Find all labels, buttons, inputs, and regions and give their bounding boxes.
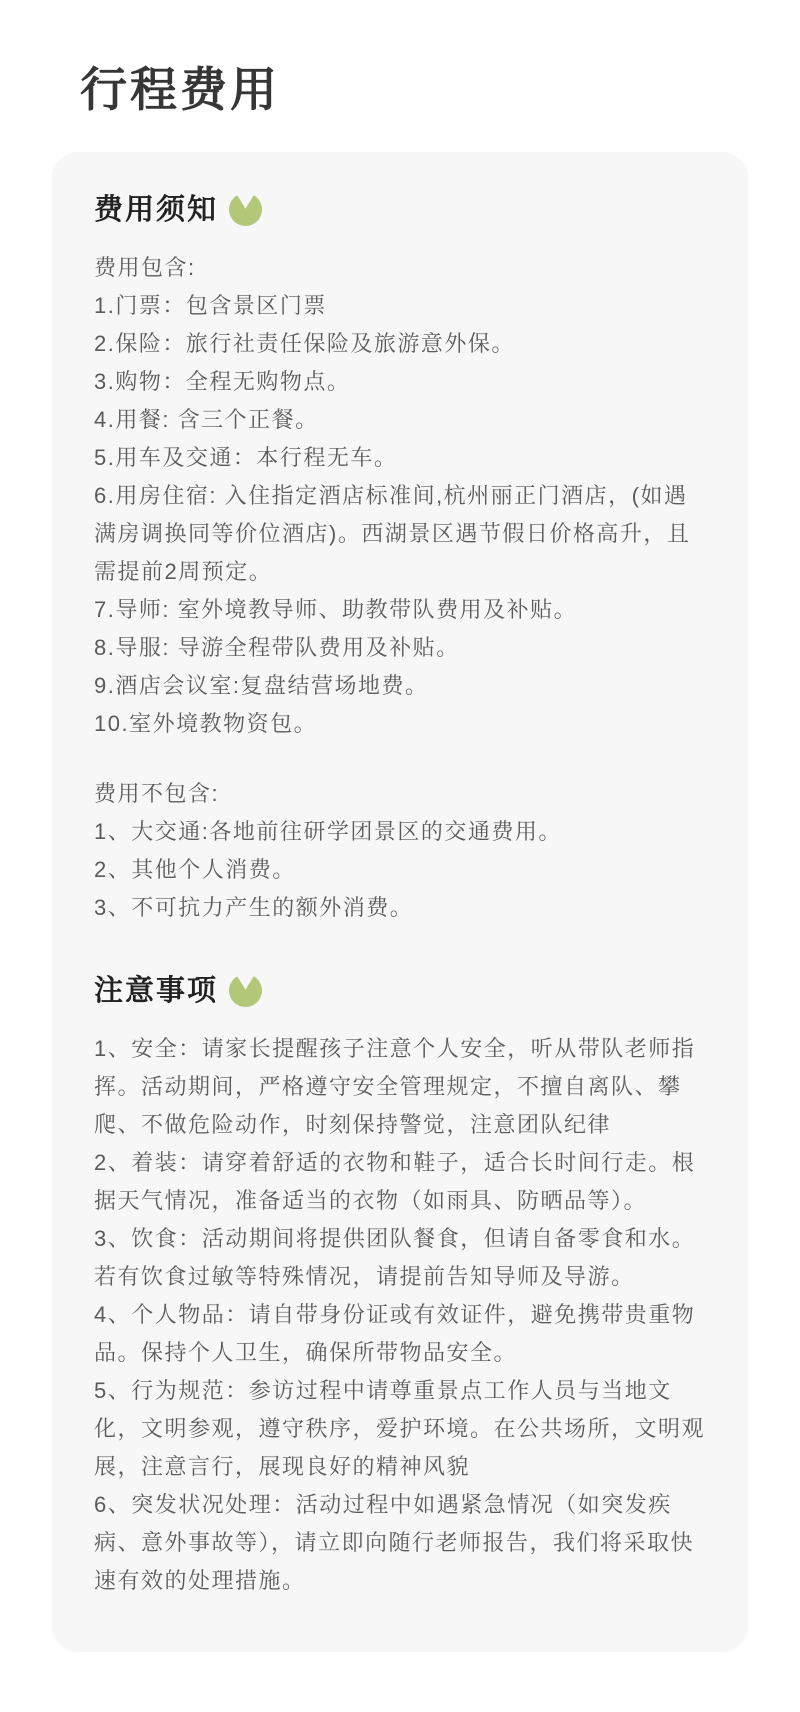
notes-heading: 注意事项 — [94, 975, 219, 1008]
included-item: 4.用餐: 含三个正餐。 — [94, 407, 319, 433]
fee-notice-heading-row — [94, 186, 708, 229]
included-item: 10.室外境教物资包。 — [94, 711, 318, 737]
note-item: 3、饮食：活动期间将提供团队餐食，但请自备零食和水。若有饮食过敏等特殊情况，请提前告知导师及导游。 — [94, 1226, 696, 1290]
included-item: 2.保险：旅行社责任保险及旅游意外保。 — [94, 331, 515, 357]
included-item: 1.门票：包含景区门票 — [94, 293, 327, 319]
included-item: 3.购物：全程无购物点。 — [94, 369, 351, 395]
note-item: 4、个人物品：请自带身份证或有效证件，避免携带贵重物品。保持个人卫生，确保所带物品安全。 — [94, 1302, 696, 1366]
included-item: 6.用房住宿: 入住指定酒店标准间,杭州丽正门酒店，(如遇满房调换同等价位酒店)。西湖景区遇节假日价格高升，且需提前2周预定。 — [94, 483, 691, 585]
notes-heading-row — [94, 967, 708, 1010]
fee-notice-heading: 费用须知 — [94, 194, 219, 227]
included-item: 7.导师: 室外境教导师、助教带队费用及补贴。 — [94, 597, 578, 623]
section-fee-notice — [94, 186, 708, 927]
note-item: 2、着装：请穿着舒适的衣物和鞋子，适合长时间行走。根据天气情况，准备适当的衣物（如雨具、防晒品等）。 — [94, 1150, 696, 1214]
fees-card — [52, 152, 748, 1652]
excluded-label: 费用不包含: — [94, 781, 220, 807]
included-item: 9.酒店会议室:复盘结营场地费。 — [94, 673, 429, 699]
included-item: 8.导服: 导游全程带队费用及补贴。 — [94, 635, 460, 661]
section-notes — [94, 967, 708, 1600]
excluded-item: 3、不可抗力产生的额外消费。 — [94, 895, 414, 921]
excluded-item: 2、其他个人消费。 — [94, 857, 296, 883]
note-item: 1、安全：请家长提醒孩子注意个人安全，听从带队老师指挥。活动期间，严格遵守安全管理规定，不擅自离队、攀爬、不做危险动作，时刻保持警觉，注意团队纪律 — [94, 1036, 696, 1138]
leaf-icon — [227, 190, 264, 229]
note-item: 5、行为规范：参访过程中请尊重景点工作人员与当地文化，文明参观，遵守秩序，爱护环境。在公共场所，文明观展，注意言行，展现良好的精神风貌 — [94, 1378, 706, 1480]
leaf-icon — [227, 971, 264, 1010]
included-item: 5.用车及交通：本行程无车。 — [94, 445, 398, 471]
note-item: 6、突发状况处理：活动过程中如遇紧急情况（如突发疾病、意外事故等），请立即向随行老师报告，我们将采取快速有效的处理措施。 — [94, 1492, 695, 1594]
included-label: 费用包含: — [94, 255, 196, 281]
excluded-item: 1、大交通:各地前往研学团景区的交通费用。 — [94, 819, 562, 845]
page-title: 行程费用 — [80, 63, 280, 116]
